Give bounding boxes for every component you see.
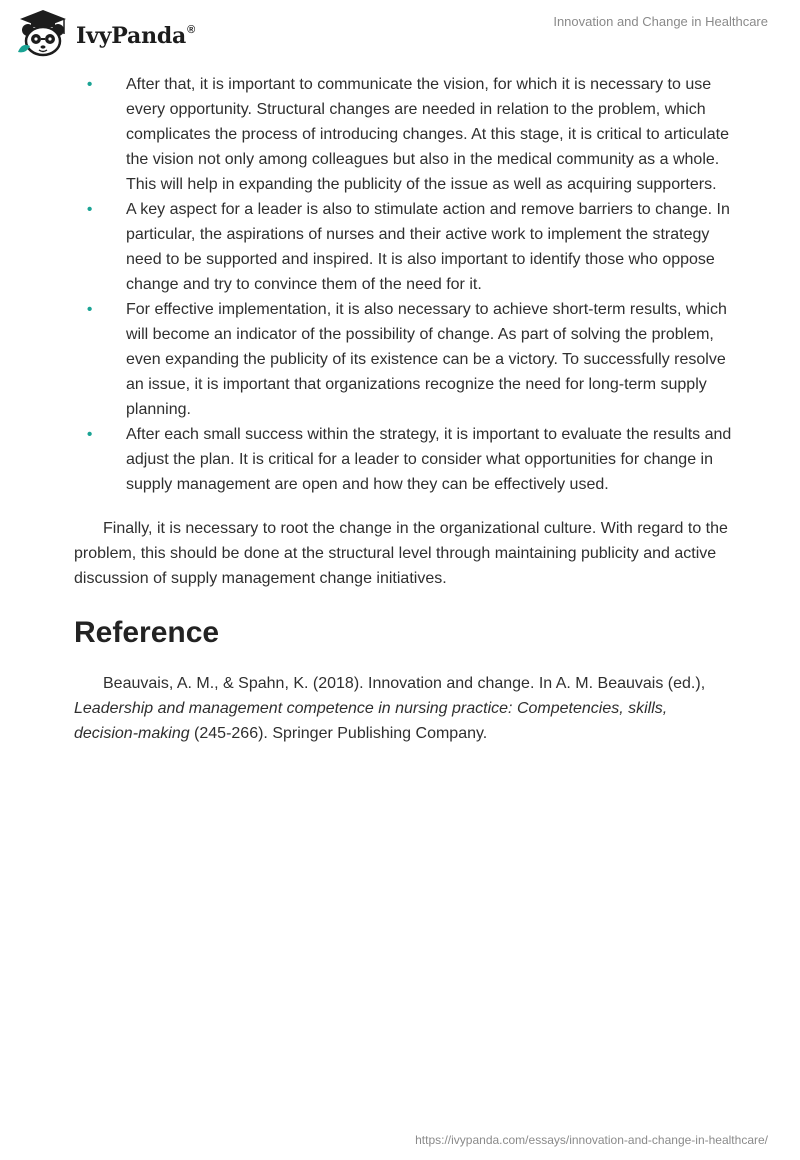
reference-citation [74, 671, 734, 746]
page-header [0, 0, 800, 66]
bullet-list [74, 72, 734, 497]
list-item-text: After each small success within the strategy, it is important to evaluate the results and adjust the plan. It is critical for a leader to consider what opportunities for change in supply management are open and how they can be effectively used. [126, 426, 732, 493]
list-item-text: For effective implementation, it is also necessary to achieve short-term results, which will become an indicator of the possibility of change. As part of solving the problem, even expanding the publicity of its existence can be a victory. To successfully resolve an issue, it is important that organizations recognize the need for long-term supply planning. [126, 301, 727, 418]
bullet-icon: • [87, 301, 93, 318]
list-item-text: After that, it is important to communicate the vision, for which it is necessary to use every opportunity. Structural changes are needed in relation to the problem, which complicates the process of introducing changes. At this stage, it is critical to articulate the vision not only among colleagues but also in the medical community as a whole. This will help in expanding the publicity of the issue as well as acquiring supporters. [126, 76, 729, 193]
bullet-icon: • [87, 201, 93, 218]
footer-url[interactable]: https://ivypanda.com/essays/innovation-and-change-in-healthcare/ [415, 1133, 768, 1147]
essay-body [74, 72, 734, 746]
document-title: Innovation and Change in Healthcare [553, 14, 768, 29]
registered-mark: ® [187, 23, 196, 36]
list-item-text: A key aspect for a leader is also to stimulate action and remove barriers to change. In particular, the aspirations of nurses and their active work to implement the strategy need to be supported and inspired. It is also important to identify those who oppose change and try to convince them of the need for it. [126, 201, 730, 293]
list-item [74, 297, 734, 422]
citation-publisher: (245-266). Springer Publishing Company. [189, 725, 488, 742]
list-item [74, 197, 734, 297]
bullet-icon: • [87, 426, 93, 443]
closing-paragraph: Finally, it is necessary to root the change in the organizational culture. With regard to the problem, this should be done at the structural level through maintaining publicity and active discussion of supply management change initiatives. [74, 520, 728, 587]
bullet-icon: • [87, 76, 93, 93]
list-item [74, 422, 734, 497]
panda-graduate-icon [14, 8, 72, 63]
ivypanda-logo[interactable] [14, 8, 195, 63]
reference-heading: Reference [74, 616, 220, 649]
brand-name: IvyPanda® [76, 22, 196, 49]
citation-authors: Beauvais, A. M., & Spahn, K. (2018). Innovation and change. In A. M. Beauvais (ed.), [103, 675, 706, 692]
citation-book-title: Leadership and management competence in nursing practice: Competencies, skills, decision-making [74, 700, 668, 742]
list-item [74, 72, 734, 197]
